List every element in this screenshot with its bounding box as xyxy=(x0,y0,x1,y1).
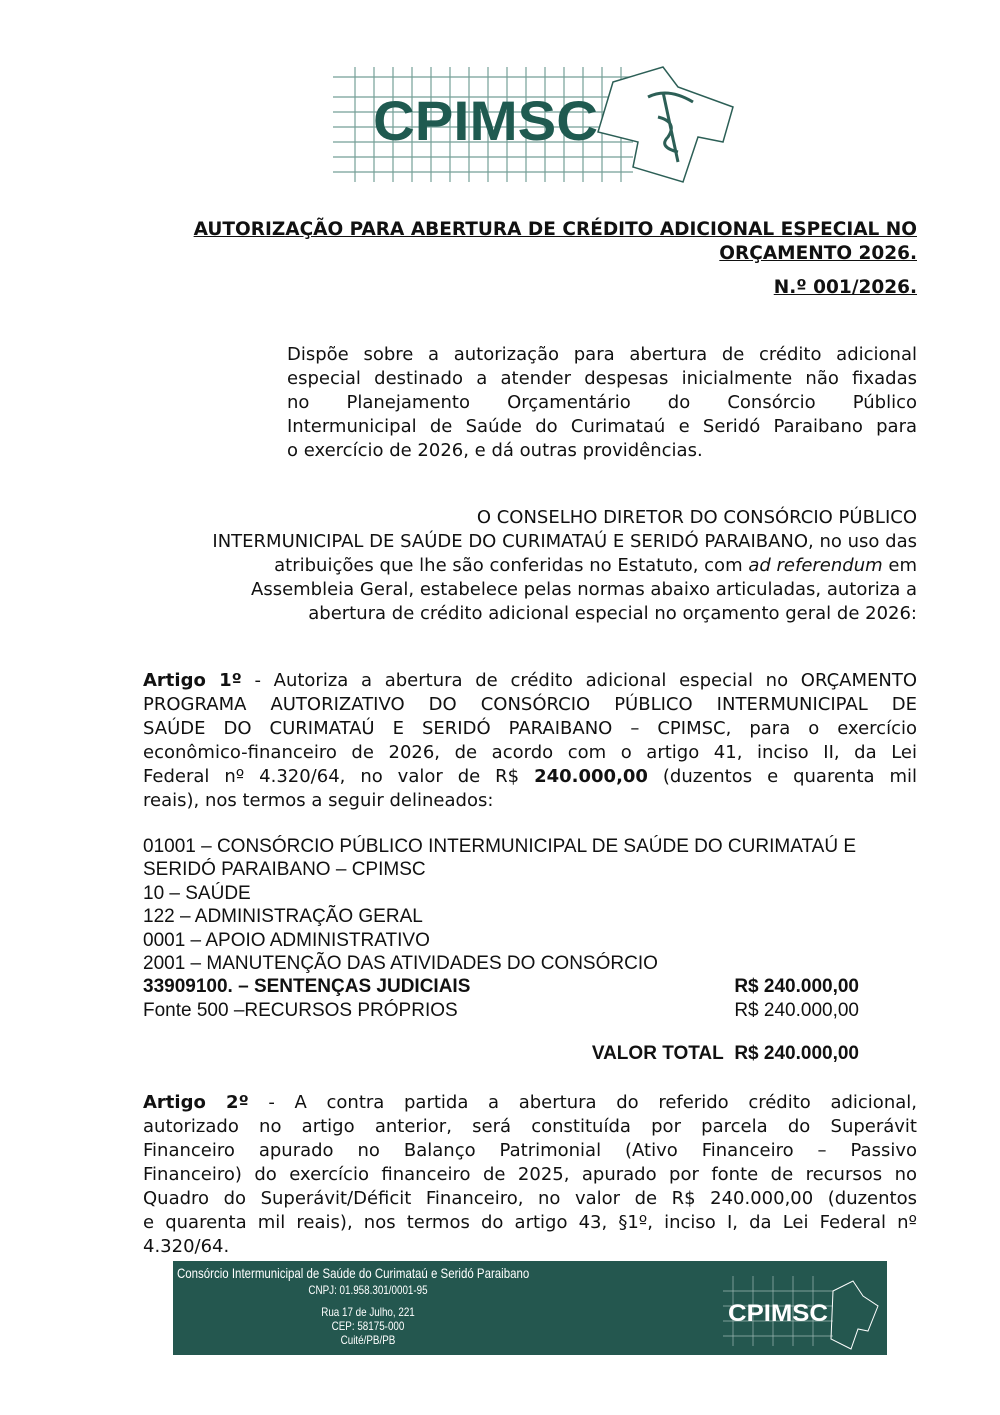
text-segment: O CONSELHO DIRETOR DO CONSÓRCIO PÚBLICO xyxy=(476,507,917,528)
text-segment: em xyxy=(882,555,917,576)
text-segment: PROGRAMA AUTORIZATIVO DO CONSÓRCIO PÚBLICO INTERMUNICIPAL DE xyxy=(143,694,917,715)
text-segment: SAÚDE DO CURIMATAÚ E SERIDÓ PARAIBANO – CPIMSC, para o exercício xyxy=(143,718,917,739)
artigo-2 xyxy=(143,1091,917,1259)
text-segment: econômico-financeiro de 2026, de acordo com o artigo 41, inciso II, da Lei xyxy=(143,742,917,763)
footer-city: Cuité/PB/PB xyxy=(340,1333,396,1347)
ementa-line: especial destinado a atender despesas inicialmente não fixadas xyxy=(287,368,917,389)
header-logo xyxy=(333,62,738,187)
budget-line: SERIDÓ PARAIBANO – CPIMSC xyxy=(143,859,426,881)
total-amount: R$ 240.000,00 xyxy=(734,1043,859,1064)
budget-item-value: R$ 240.000,00 xyxy=(734,976,859,998)
paragraph-line xyxy=(143,717,917,741)
text-segment: ad referendum xyxy=(748,555,883,576)
paragraph-line xyxy=(143,741,917,765)
paragraph-line xyxy=(143,1139,917,1163)
text-segment: 4.320/64. xyxy=(143,1236,230,1257)
text-segment: Quadro do Superávit/Déficit Financeiro, no valor de R$ 240.000,00 (duzentos xyxy=(143,1188,917,1209)
paragraph-line xyxy=(143,530,917,554)
text-segment: Financeiro apurado no Balanço Patrimonial (Ativo Financeiro – Passivo xyxy=(143,1140,917,1161)
budget-item xyxy=(143,999,859,1022)
paragraph-line xyxy=(143,1235,917,1259)
budget-line: 0001 – APOIO ADMINISTRATIVO xyxy=(143,929,430,951)
budget-line: 10 – SAÚDE xyxy=(143,882,251,904)
text-segment: Federal nº 4.320/64, no valor de R$ xyxy=(143,766,535,787)
budget-item-value: R$ 240.000,00 xyxy=(734,999,859,1021)
text-segment: reais), nos termos a seguir delineados: xyxy=(143,790,494,811)
paragraph-line xyxy=(143,1187,917,1211)
paragraph-line xyxy=(143,554,917,578)
text-segment: - Autoriza a abertura de crédito adicional especial no ORÇAMENTO xyxy=(241,670,917,691)
paragraph-line xyxy=(143,1211,917,1235)
budget-item-label: Fonte 500 –RECURSOS PRÓPRIOS xyxy=(143,999,458,1021)
paragraph-line xyxy=(143,1091,917,1115)
budget-item xyxy=(143,975,859,998)
logo-text: CPIMSC xyxy=(373,89,598,152)
logo-graphic xyxy=(333,62,738,187)
paragraph-line xyxy=(143,578,917,602)
text-segment: Artigo 2º xyxy=(143,1092,249,1113)
paragraph-line xyxy=(143,693,917,717)
footer-banner xyxy=(173,1261,887,1355)
title-line: ORÇAMENTO 2026. xyxy=(719,243,917,264)
text-segment: (duzentos e quarenta mil xyxy=(647,766,918,787)
text-segment: - A contra partida a abertura do referido crédito adicional, xyxy=(248,1092,917,1113)
budget-line: 122 – ADMINISTRAÇÃO GERAL xyxy=(143,906,423,928)
footer-org: Consórcio Intermunicipal de Saúde do Curimataú e Seridó Paraibano xyxy=(177,1265,530,1281)
text-segment: abertura de crédito adicional especial no orçamento geral de 2026: xyxy=(308,603,917,624)
ementa-line: o exercício de 2026, e dá outras providências. xyxy=(287,440,703,461)
text-segment: Financeiro) do exercício financeiro de 2025, apurado por fonte de recursos no xyxy=(143,1164,917,1185)
preamble xyxy=(143,506,917,626)
text-segment: atribuições que lhe são conferidas no Estatuto, com xyxy=(274,555,749,576)
paragraph-line xyxy=(143,669,917,693)
budget-item-label: 33909100. – SENTENÇAS JUDICIAIS xyxy=(143,976,471,998)
ementa xyxy=(287,343,917,463)
footer-logo xyxy=(723,1271,883,1351)
footer-cnpj: CNPJ: 01.958.301/0001-95 xyxy=(308,1283,428,1297)
text-segment: e quarenta mil reais), nos termos do artigo 43, §1º, inciso I, da Lei Federal nº xyxy=(143,1212,917,1233)
budget-line: 01001 – CONSÓRCIO PÚBLICO INTERMUNICIPAL DE SAÚDE DO CURIMATAÚ E xyxy=(143,836,856,857)
footer-street: Rua 17 de Julho, 221 xyxy=(321,1305,415,1319)
paragraph-line xyxy=(143,602,917,626)
budget-line: 2001 – MANUTENÇÃO DAS ATIVIDADES DO CONSÓRCIO xyxy=(143,953,658,975)
total-value xyxy=(143,1043,859,1065)
text-segment: autorizado no artigo anterior, será constituída por parcela do Superávit xyxy=(143,1116,917,1137)
ementa-line: Intermunicipal de Saúde do Curimataú e Seridó Paraibano para xyxy=(287,416,917,437)
ementa-line: no Planejamento Orçamentário do Consórcio Público xyxy=(287,392,917,413)
ementa-line: Dispõe sobre a autorização para abertura de crédito adicional xyxy=(287,344,917,365)
paragraph-line xyxy=(143,789,917,813)
document-title xyxy=(150,218,917,266)
paragraph-line xyxy=(143,765,917,789)
paragraph-line xyxy=(143,506,917,530)
paragraph-line xyxy=(143,1163,917,1187)
document-number: N.º 001/2026. xyxy=(773,277,917,298)
text-segment: 240.000,00 xyxy=(534,766,648,787)
text-segment: Assembleia Geral, estabelece pelas normas abaixo articuladas, autoriza a xyxy=(251,579,917,600)
paragraph-line xyxy=(143,1115,917,1139)
title-line: AUTORIZAÇÃO PARA ABERTURA DE CRÉDITO ADICIONAL ESPECIAL NO xyxy=(193,219,917,240)
text-segment: Artigo 1º xyxy=(143,670,242,691)
budget-allocation xyxy=(143,835,859,1022)
artigo-1 xyxy=(143,669,917,813)
footer-logo-text: CPIMSC xyxy=(728,1300,828,1327)
footer-cep: CEP: 58175-000 xyxy=(331,1319,405,1333)
text-segment: INTERMUNICIPAL DE SAÚDE DO CURIMATAÚ E SERIDÓ PARAIBANO, no uso das xyxy=(212,531,917,552)
total-label: VALOR TOTAL xyxy=(591,1043,724,1064)
